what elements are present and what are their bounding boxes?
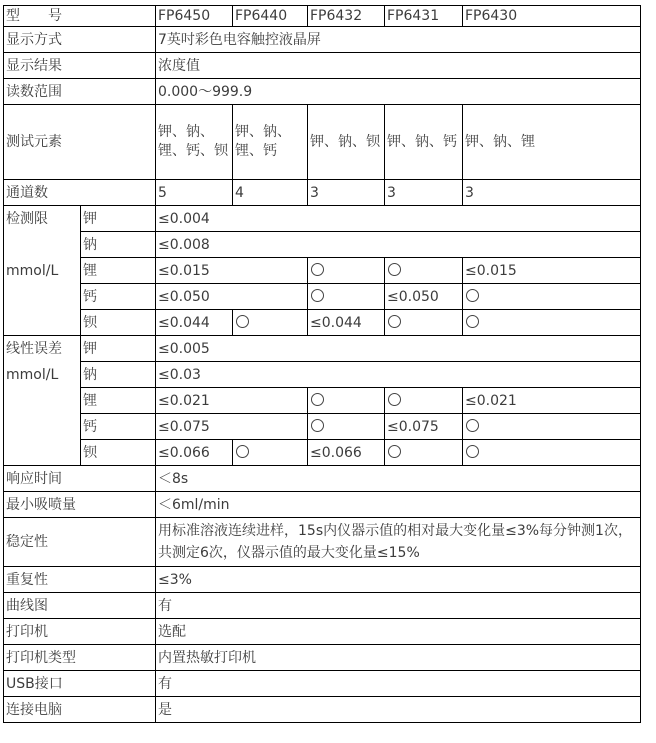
row-detect-ca [4,284,641,310]
display-mode-value: 7英吋彩色电容触控液晶屏 [156,27,641,53]
detect-element: 钡 [81,310,156,336]
row-stability [4,518,641,567]
channels-2: 4 [233,180,308,206]
channels-1: 5 [156,180,233,206]
elements-3: 钾、钠、钡 [308,105,385,180]
linear-value [463,414,641,440]
linearity-unit: mmol/L [4,362,81,388]
printer-value: 选配 [156,619,641,645]
linear-value: ≤0.005 [156,336,641,362]
min-intake-value: ＜6ml/min [156,492,641,518]
elements-5: 钾、钠、锂 [463,105,641,180]
detect-element: 锂 [81,258,156,284]
linear-value [385,388,463,414]
linearity-label: 线性误差 [4,336,81,362]
detect-value: ≤0.044 [308,310,385,336]
stability-value: 用标准溶液连续进样，15s内仪器示值的相对最大变化量≤3%每分钟测1次，共测定6次，仪器示值的最大变化量≤15% [156,518,641,567]
detect-value [463,284,641,310]
reading-range-value: 0.000～999.9 [156,79,641,105]
detect-value: ≤0.050 [385,284,463,310]
detect-value [233,310,308,336]
row-display-mode [4,27,641,53]
not-applicable-icon [466,445,479,458]
linear-element: 钡 [81,440,156,466]
row-linear-k [4,336,641,362]
row-printer [4,619,641,645]
not-applicable-icon [311,289,324,302]
pc-connect-value: 是 [156,697,641,723]
row-detect-na [4,232,641,258]
linear-value [463,440,641,466]
row-curve [4,593,641,619]
linear-value: ≤0.075 [385,414,463,440]
display-result-label: 显示结果 [4,53,156,79]
row-linear-ba [4,440,641,466]
not-applicable-icon [311,393,324,406]
detect-value [385,258,463,284]
linear-element: 锂 [81,388,156,414]
curve-label: 曲线图 [4,593,156,619]
not-applicable-icon [236,315,249,328]
response-time-value: ＜8s [156,466,641,492]
detect-value: ≤0.008 [156,232,641,258]
linear-value: ≤0.021 [156,388,308,414]
channels-5: 3 [463,180,641,206]
not-applicable-icon [311,419,324,432]
detect-value [308,284,385,310]
model-4: FP6431 [385,6,463,27]
not-applicable-icon [466,289,479,302]
model-label: 型 号 [4,6,156,27]
not-applicable-icon [311,263,324,276]
repeatability-label: 重复性 [4,567,156,593]
not-applicable-icon [466,315,479,328]
printer-type-label: 打印机类型 [4,645,156,671]
linear-value: ≤0.075 [156,414,308,440]
not-applicable-icon [388,315,401,328]
linear-value: ≤0.03 [156,362,641,388]
linear-value [385,440,463,466]
row-elements [4,105,641,180]
row-detect-ba [4,310,641,336]
detect-value: ≤0.044 [156,310,233,336]
linear-value [308,414,385,440]
channels-label: 通道数 [4,180,156,206]
elements-label: 测试元素 [4,105,156,180]
row-channels [4,180,641,206]
linear-element: 钙 [81,414,156,440]
row-reading-range [4,79,641,105]
channels-4: 3 [385,180,463,206]
not-applicable-icon [236,445,249,458]
detect-limit-unit: mmol/L [4,258,81,284]
response-time-label: 响应时间 [4,466,156,492]
row-printer-type [4,645,641,671]
model-5: FP6430 [463,6,641,27]
detect-value: ≤0.050 [156,284,308,310]
detect-value [308,258,385,284]
elements-4: 钾、钠、钙 [385,105,463,180]
linear-value: ≤0.066 [308,440,385,466]
printer-label: 打印机 [4,619,156,645]
row-linear-ca [4,414,641,440]
row-display-result [4,53,641,79]
detect-value: ≤0.004 [156,206,641,232]
linear-value [308,388,385,414]
linear-value: ≤0.021 [463,388,641,414]
detect-value [463,310,641,336]
row-usb [4,671,641,697]
usb-label: USB接口 [4,671,156,697]
display-result-value: 浓度值 [156,53,641,79]
row-linear-li [4,388,641,414]
linear-value: ≤0.066 [156,440,233,466]
row-pc-connect [4,697,641,723]
not-applicable-icon [388,263,401,276]
row-repeatability [4,567,641,593]
row-linear-na [4,362,641,388]
row-response-time [4,466,641,492]
model-1: FP6450 [156,6,233,27]
detect-element: 钾 [81,206,156,232]
row-detect-li [4,258,641,284]
reading-range-label: 读数范围 [4,79,156,105]
not-applicable-icon [466,419,479,432]
model-2: FP6440 [233,6,308,27]
row-model [4,6,641,27]
printer-type-value: 内置热敏打印机 [156,645,641,671]
detect-value [385,310,463,336]
row-min-intake [4,492,641,518]
detect-element: 钠 [81,232,156,258]
linear-value [233,440,308,466]
elements-1: 钾、钠、锂、钙、钡 [156,105,233,180]
detect-value: ≤0.015 [156,258,308,284]
display-mode-label: 显示方式 [4,27,156,53]
spec-table [3,5,641,723]
model-3: FP6432 [308,6,385,27]
channels-3: 3 [308,180,385,206]
linear-element: 钠 [81,362,156,388]
not-applicable-icon [388,445,401,458]
detect-limit-label: 检测限 [4,206,81,232]
not-applicable-icon [388,393,401,406]
detect-element: 钙 [81,284,156,310]
usb-value: 有 [156,671,641,697]
linear-element: 钾 [81,336,156,362]
pc-connect-label: 连接电脑 [4,697,156,723]
elements-2: 钾、钠、锂、钙 [233,105,308,180]
min-intake-label: 最小吸喷量 [4,492,156,518]
curve-value: 有 [156,593,641,619]
repeatability-value: ≤3% [156,567,641,593]
row-detect-k [4,206,641,232]
detect-value: ≤0.015 [463,258,641,284]
stability-label: 稳定性 [4,518,156,567]
